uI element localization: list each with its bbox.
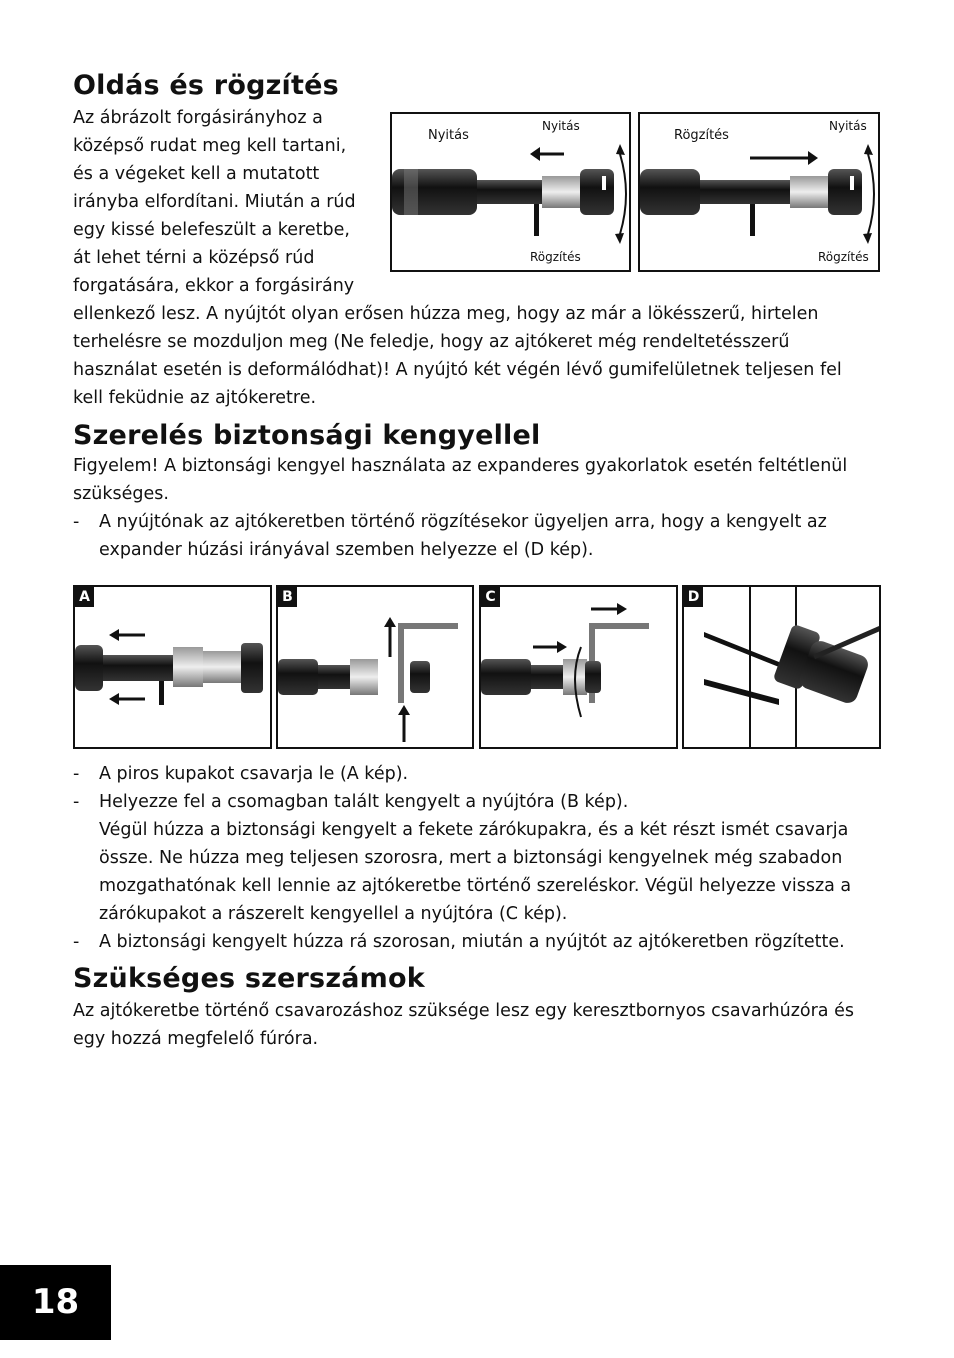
figure-open bbox=[390, 112, 631, 272]
text-line: és a végeket kell a mutatott bbox=[73, 164, 320, 184]
text-line: egy kissé belefeszült a keretbe, bbox=[73, 220, 350, 240]
text-line: át lehet térni a középső rúd bbox=[73, 248, 315, 268]
label-rogzites-bottom: Rögzítés bbox=[530, 250, 581, 264]
panel-a bbox=[73, 585, 272, 749]
bullet-dash: - bbox=[73, 932, 80, 952]
panel-b-illustration bbox=[278, 587, 474, 749]
page-number: 18 bbox=[0, 1265, 111, 1340]
text-line: forgatására, ekkor a forgásirány bbox=[73, 276, 355, 296]
label-rogzites: Rögzítés bbox=[674, 128, 729, 143]
text-line: A nyújtónak az ajtókeretben történő rögzítésekor ügyeljen arra, hogy a kengyelt az bbox=[99, 512, 827, 532]
text-line: A biztonsági kengyelt húzza rá szorosan, miután a nyújtót az ajtókeretben rögzítette. bbox=[99, 932, 845, 952]
text-line: ellenkező lesz. A nyújtót olyan erősen húzza meg, hogy az már a lökésszerű, hirtelen bbox=[73, 304, 819, 324]
text-line: A piros kupakot csavarja le (A kép). bbox=[99, 764, 409, 784]
panel-d-illustration bbox=[684, 587, 881, 749]
heading-szerszamok: Szükséges szerszámok bbox=[73, 963, 425, 994]
paragraph-oldas-narrow bbox=[73, 104, 356, 300]
text-line: irányba elfordítani. Miután a rúd bbox=[73, 192, 356, 212]
paragraph-szerszamok bbox=[73, 997, 854, 1053]
panel-a-illustration bbox=[75, 587, 272, 749]
heading-szereles: Szerelés biztonsági kengyellel bbox=[73, 420, 541, 451]
text-line: össze. Ne húzza meg teljesen szorosra, mert a biztonsági kengyelnek még szabadon bbox=[99, 848, 843, 868]
heading-oldas: Oldás és rögzítés bbox=[73, 70, 339, 101]
bullet-dash: - bbox=[73, 512, 80, 532]
label-nyitas-top: Nyitás bbox=[542, 119, 580, 133]
bullet-dash: - bbox=[73, 792, 80, 812]
text-line: Helyezze fel a csomagban talált kengyelt a nyújtóra (B kép). bbox=[99, 792, 629, 812]
panel-label: B bbox=[278, 587, 297, 607]
text-line: Az ajtókeretbe történő csavarozáshoz szüksége lesz egy keresztbornyos csavarhúzóra és bbox=[73, 1001, 854, 1021]
text-line: zárókupakot a rászerelt kengyellel a nyújtóra (C kép). bbox=[99, 904, 568, 924]
panel-d bbox=[682, 585, 881, 749]
text-line: egy hozzá megfelelő fúróra. bbox=[73, 1029, 319, 1049]
panel-c-illustration bbox=[481, 587, 678, 749]
paragraph-figyelem bbox=[73, 452, 847, 508]
text-line: szükséges. bbox=[73, 484, 169, 504]
panel-label: A bbox=[75, 587, 94, 607]
text-line: Figyelem! A biztonsági kengyel használata az expanderes gyakorlatok esetén feltétlenül bbox=[73, 456, 848, 476]
text-line: Az ábrázolt forgásirányhoz a bbox=[73, 108, 323, 128]
label-rogzites-bottom: Rögzítés bbox=[818, 250, 869, 264]
text-line: középső rudat meg kell tartani, bbox=[73, 136, 347, 156]
panel-c bbox=[479, 585, 678, 749]
panel-label: D bbox=[684, 587, 703, 607]
text-line: kell feküdnie az ajtókeretre. bbox=[73, 388, 317, 408]
bullet-dash: - bbox=[73, 764, 80, 784]
text-line: mozgathatónak kell lennie az ajtókeretbe történő szereléskor. Végül helyezze vissza a bbox=[99, 876, 852, 896]
panel-label: C bbox=[481, 587, 500, 607]
text-line: Végül húzza a biztonsági kengyelt a fekete zárókupakra, és a két részt ismét csavarja bbox=[99, 820, 849, 840]
label-nyitas-top: Nyitás bbox=[829, 119, 867, 133]
figure-lock bbox=[638, 112, 880, 272]
panel-b bbox=[276, 585, 474, 749]
label-nyitas: Nyitás bbox=[428, 128, 469, 143]
text-line: expander húzási irányával szemben helyezze el (D kép). bbox=[99, 540, 594, 560]
text-line: terhelésre se mozduljon meg (Ne feledje, hogy az ajtókeret még rendeltetésszerű bbox=[73, 332, 790, 352]
paragraph-oldas-wide bbox=[73, 300, 842, 412]
text-line: használat esetén is deformálódhat)! A nyújtó két végén lévő gumifelületnek teljesen fel bbox=[73, 360, 842, 380]
